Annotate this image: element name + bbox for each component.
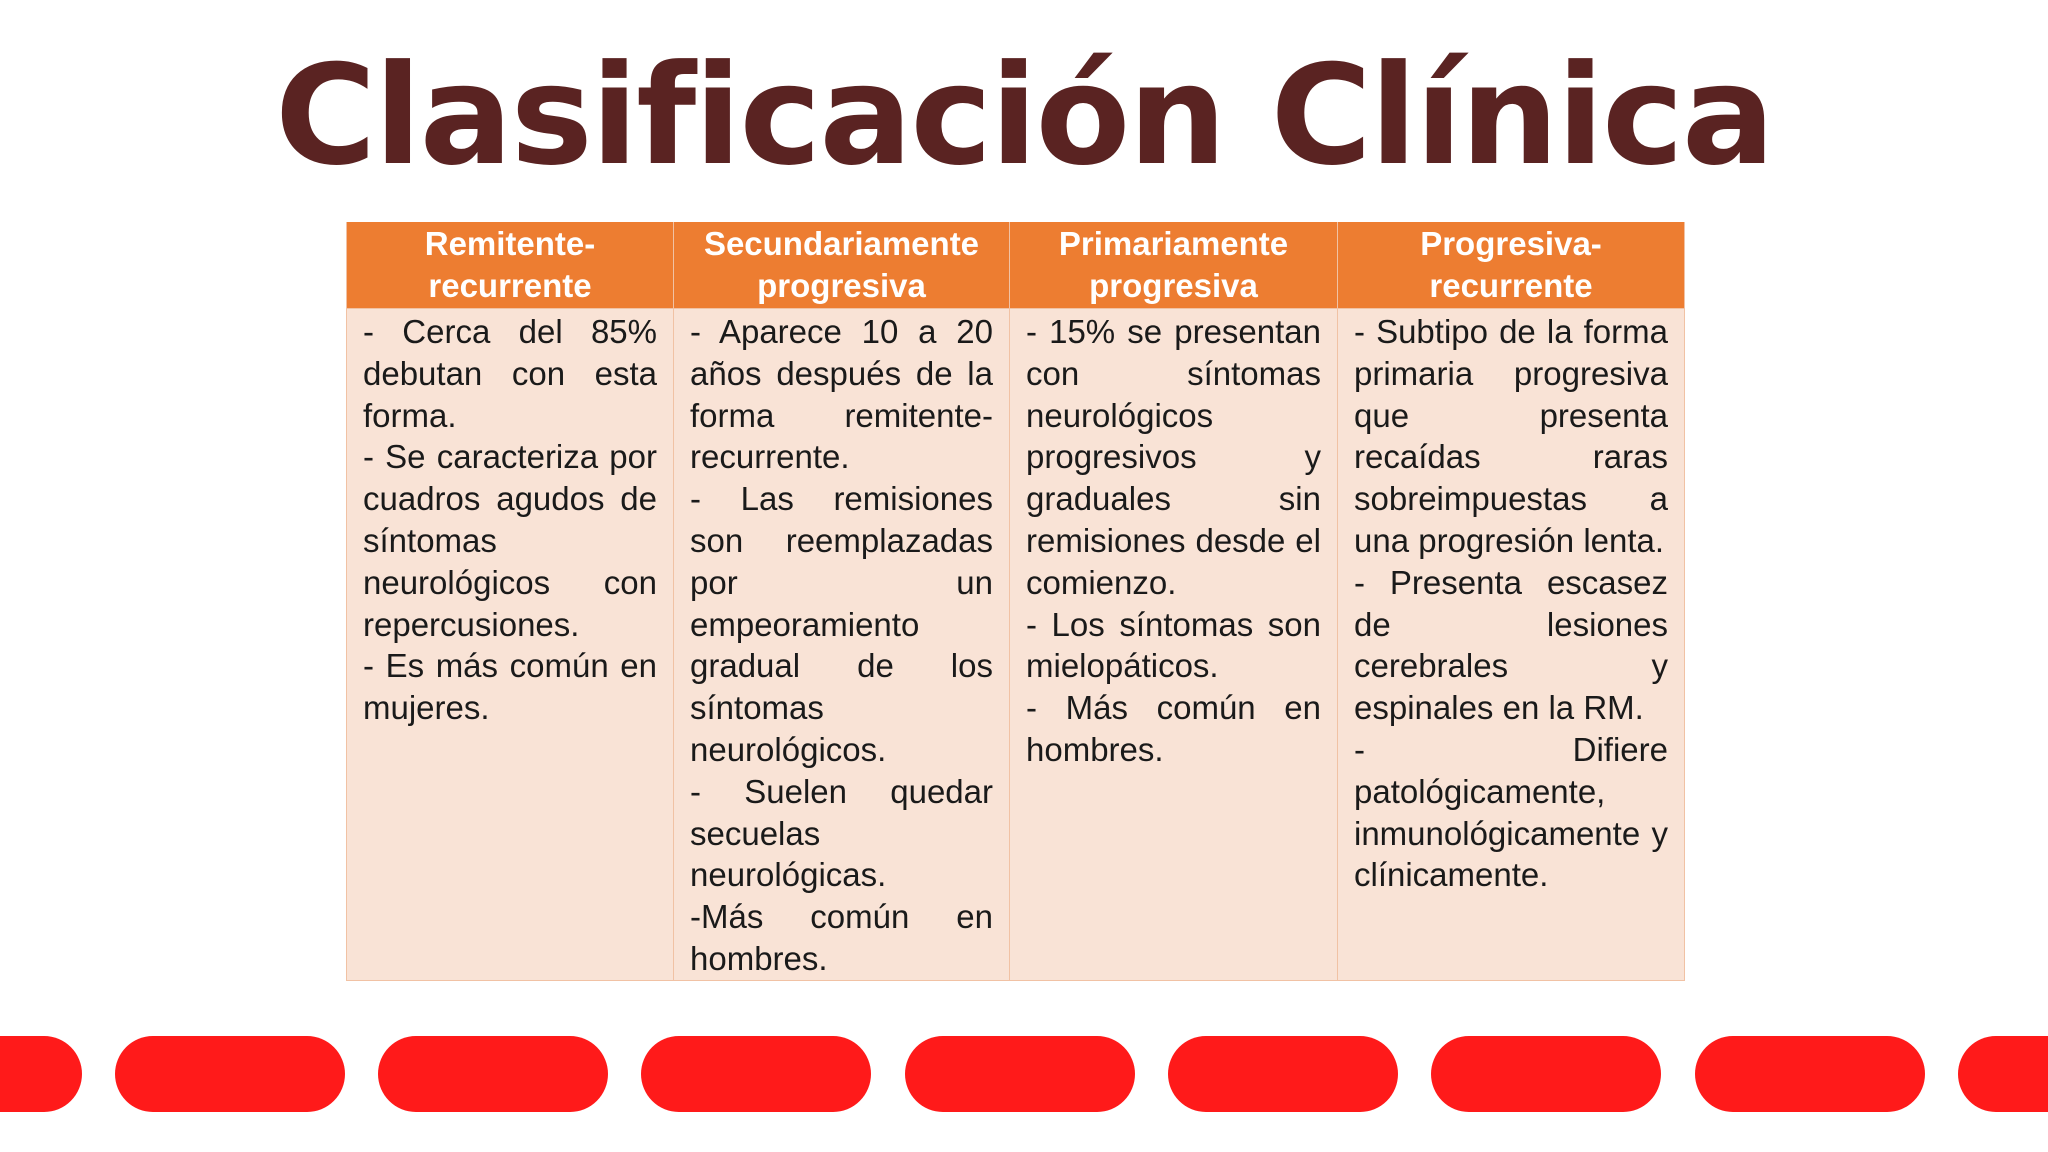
dash-segment xyxy=(1958,1036,2048,1112)
cell-line: - Presenta escasez de lesiones cerebrales y espinales en la RM. xyxy=(1354,563,1668,727)
cell-primariamente-progresiva xyxy=(1010,309,1338,981)
header-progresiva-recurrente: Progresiva-recurrente xyxy=(1338,222,1685,309)
dash-segment xyxy=(0,1036,82,1112)
cell-line: - Los síntomas son mielopáticos. xyxy=(1026,605,1321,685)
cell-progresiva-recurrente xyxy=(1338,309,1685,981)
header-primariamente-progresiva: Primariamente progresiva xyxy=(1010,222,1338,309)
cell-line: - Aparece 10 a 20 años después de la forma remitente-recurrente. xyxy=(690,313,993,476)
dash-segment xyxy=(115,1036,345,1112)
header-secundariamente-progresiva: Secundariamente progresiva xyxy=(674,222,1010,309)
cell-line: - 15% se presentan con síntomas neurológicos progresivos y graduales sin remisiones desde el comienzo. xyxy=(1026,313,1321,601)
cell-remitente-recurrente xyxy=(347,309,674,981)
cell-line: -Más común en hombres. xyxy=(690,898,993,977)
dash-segment xyxy=(905,1036,1135,1112)
cell-line: - Suelen quedar secuelas neurológicas. xyxy=(690,772,993,894)
cell-line: - Se caracteriza por cuadros agudos de síntomas neurológicos con repercusiones. xyxy=(363,438,657,643)
dash-segment xyxy=(1168,1036,1398,1112)
cell-line: - Subtipo de la forma primaria progresiva que presenta recaídas raras sobreimpuestas a una progresión lenta. xyxy=(1354,313,1668,559)
cell-line: - Es más común en mujeres. xyxy=(363,647,657,727)
cell-line: - Más común en hombres. xyxy=(1026,689,1321,768)
dash-segment xyxy=(1695,1036,1925,1112)
cell-line: - Las remisiones son reemplazadas por un empeoramiento gradual de los síntomas neurológicos. xyxy=(690,480,993,768)
decorative-dash-line xyxy=(0,1036,2048,1112)
cell-secundariamente-progresiva xyxy=(674,309,1010,981)
dash-segment xyxy=(641,1036,871,1112)
dash-segment xyxy=(378,1036,608,1112)
table-row xyxy=(347,309,1685,981)
dash-segment xyxy=(1431,1036,1661,1112)
table-header-row xyxy=(347,222,1685,309)
header-remitente-recurrente: Remitente-recurrente xyxy=(347,222,674,309)
classification-table xyxy=(346,222,1685,981)
cell-line: - Cerca del 85% debutan con esta forma. xyxy=(363,313,657,434)
cell-line: - Difiere patológicamente, inmunológicamente y clínicamente. xyxy=(1354,730,1668,894)
page-title: Clasificación Clínica xyxy=(275,35,1773,196)
